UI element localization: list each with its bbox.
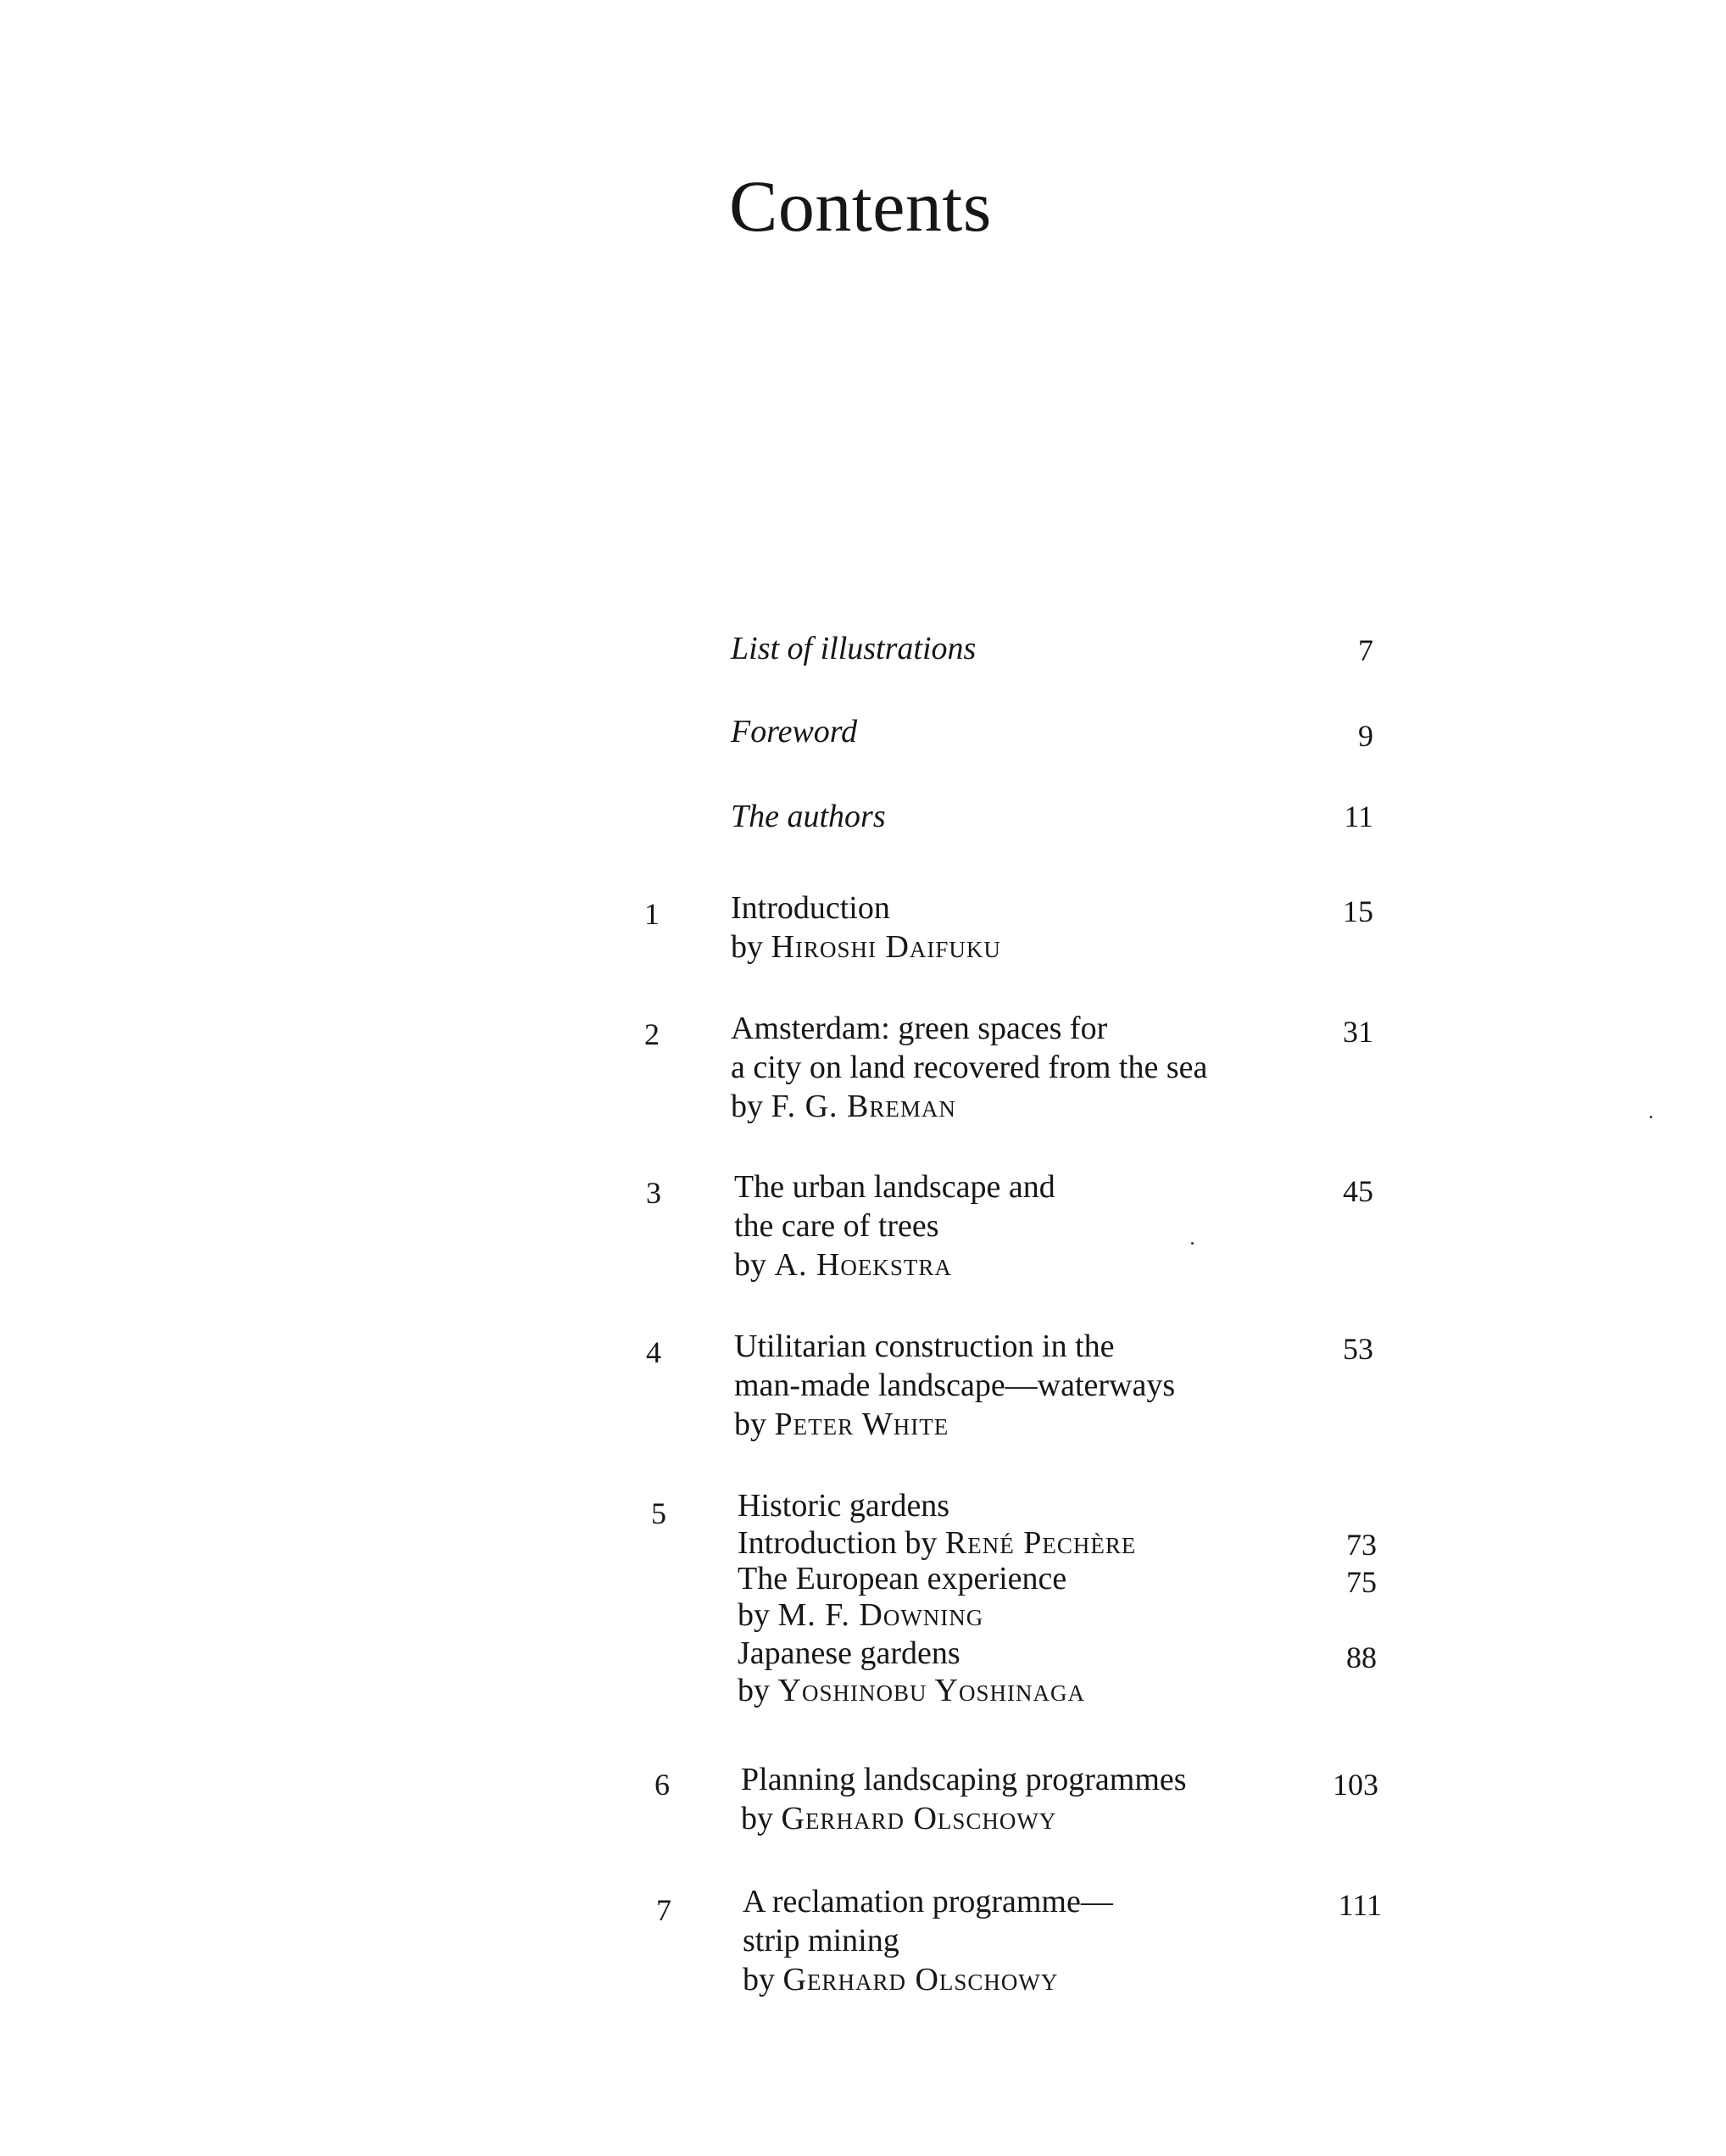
chapter-title-cont: man-made landscape—waterways	[734, 1368, 1176, 1403]
author-name: A. Hoekstra	[774, 1247, 952, 1283]
page-number: 73	[1346, 1528, 1377, 1562]
page-number: 31	[1343, 1015, 1373, 1049]
chapter-byline: by Gerhard Olschowy	[743, 1962, 1059, 1997]
chapter-title-cont: a city on land recovered from the sea	[731, 1050, 1208, 1085]
chapter-number: 6	[654, 1768, 670, 1802]
chapter-byline: by Peter White	[734, 1407, 949, 1442]
chapter-number: 7	[656, 1893, 671, 1927]
scan-speck	[1650, 1116, 1652, 1118]
entry-title: Foreword	[731, 714, 858, 749]
chapter-title: Planning landscaping programmes	[741, 1762, 1187, 1797]
author-name: René Pechère	[944, 1525, 1137, 1561]
chapter-title: Amsterdam: green spaces for	[731, 1011, 1108, 1046]
page-number: 53	[1343, 1332, 1373, 1366]
chapter-byline: by F. G. Breman	[731, 1089, 956, 1124]
section-title: The European experience	[738, 1561, 1067, 1596]
scan-speck	[1191, 1242, 1194, 1245]
entry-title: List of illustrations	[731, 631, 977, 666]
page-number: 111	[1338, 1888, 1382, 1922]
page-number: 75	[1346, 1565, 1377, 1599]
page-number: 103	[1333, 1768, 1378, 1802]
author-name: Yoshinobu Yoshinaga	[777, 1673, 1085, 1708]
page-number: 11	[1344, 799, 1373, 833]
author-name: F. G. Breman	[771, 1089, 956, 1124]
chapter-byline: by Hiroshi Daifuku	[731, 929, 1001, 965]
chapter-number: 2	[644, 1017, 660, 1051]
page-number: 7	[1358, 633, 1373, 667]
chapter-number: 5	[651, 1496, 666, 1530]
chapter-byline: by Gerhard Olschowy	[741, 1801, 1057, 1836]
chapter-title: Utilitarian construction in the	[734, 1329, 1115, 1364]
section-byline: by M. F. Downing	[738, 1597, 984, 1633]
entry-title: The authors	[731, 799, 886, 834]
chapter-title: A reclamation programme—	[743, 1884, 1113, 1919]
chapter-title: The urban landscape and	[734, 1169, 1055, 1205]
author-name: Hiroshi Daifuku	[771, 929, 1001, 965]
chapter-title-cont: the care of trees	[734, 1208, 939, 1244]
author-name: Peter White	[774, 1407, 949, 1442]
page-title: Contents	[729, 165, 992, 247]
page-number: 15	[1343, 894, 1373, 928]
page-number: 45	[1343, 1174, 1373, 1208]
author-name: Gerhard Olschowy	[782, 1962, 1059, 1997]
chapter-number: 1	[644, 897, 660, 931]
author-name: M. F. Downing	[777, 1597, 984, 1633]
page-number: 88	[1346, 1641, 1377, 1674]
chapter-title: Historic gardens	[738, 1488, 950, 1524]
chapter-title-cont: strip mining	[743, 1923, 899, 1958]
chapter-title: Introduction	[731, 890, 890, 926]
page-number: 9	[1358, 719, 1373, 753]
chapter-number: 3	[646, 1176, 661, 1210]
section-title: Introduction by René Pechère	[738, 1525, 1137, 1561]
author-name: Gerhard Olschowy	[781, 1801, 1057, 1836]
section-title: Japanese gardens	[738, 1635, 960, 1671]
section-byline: by Yoshinobu Yoshinaga	[738, 1673, 1085, 1708]
chapter-number: 4	[646, 1335, 661, 1369]
chapter-byline: by A. Hoekstra	[734, 1247, 952, 1283]
